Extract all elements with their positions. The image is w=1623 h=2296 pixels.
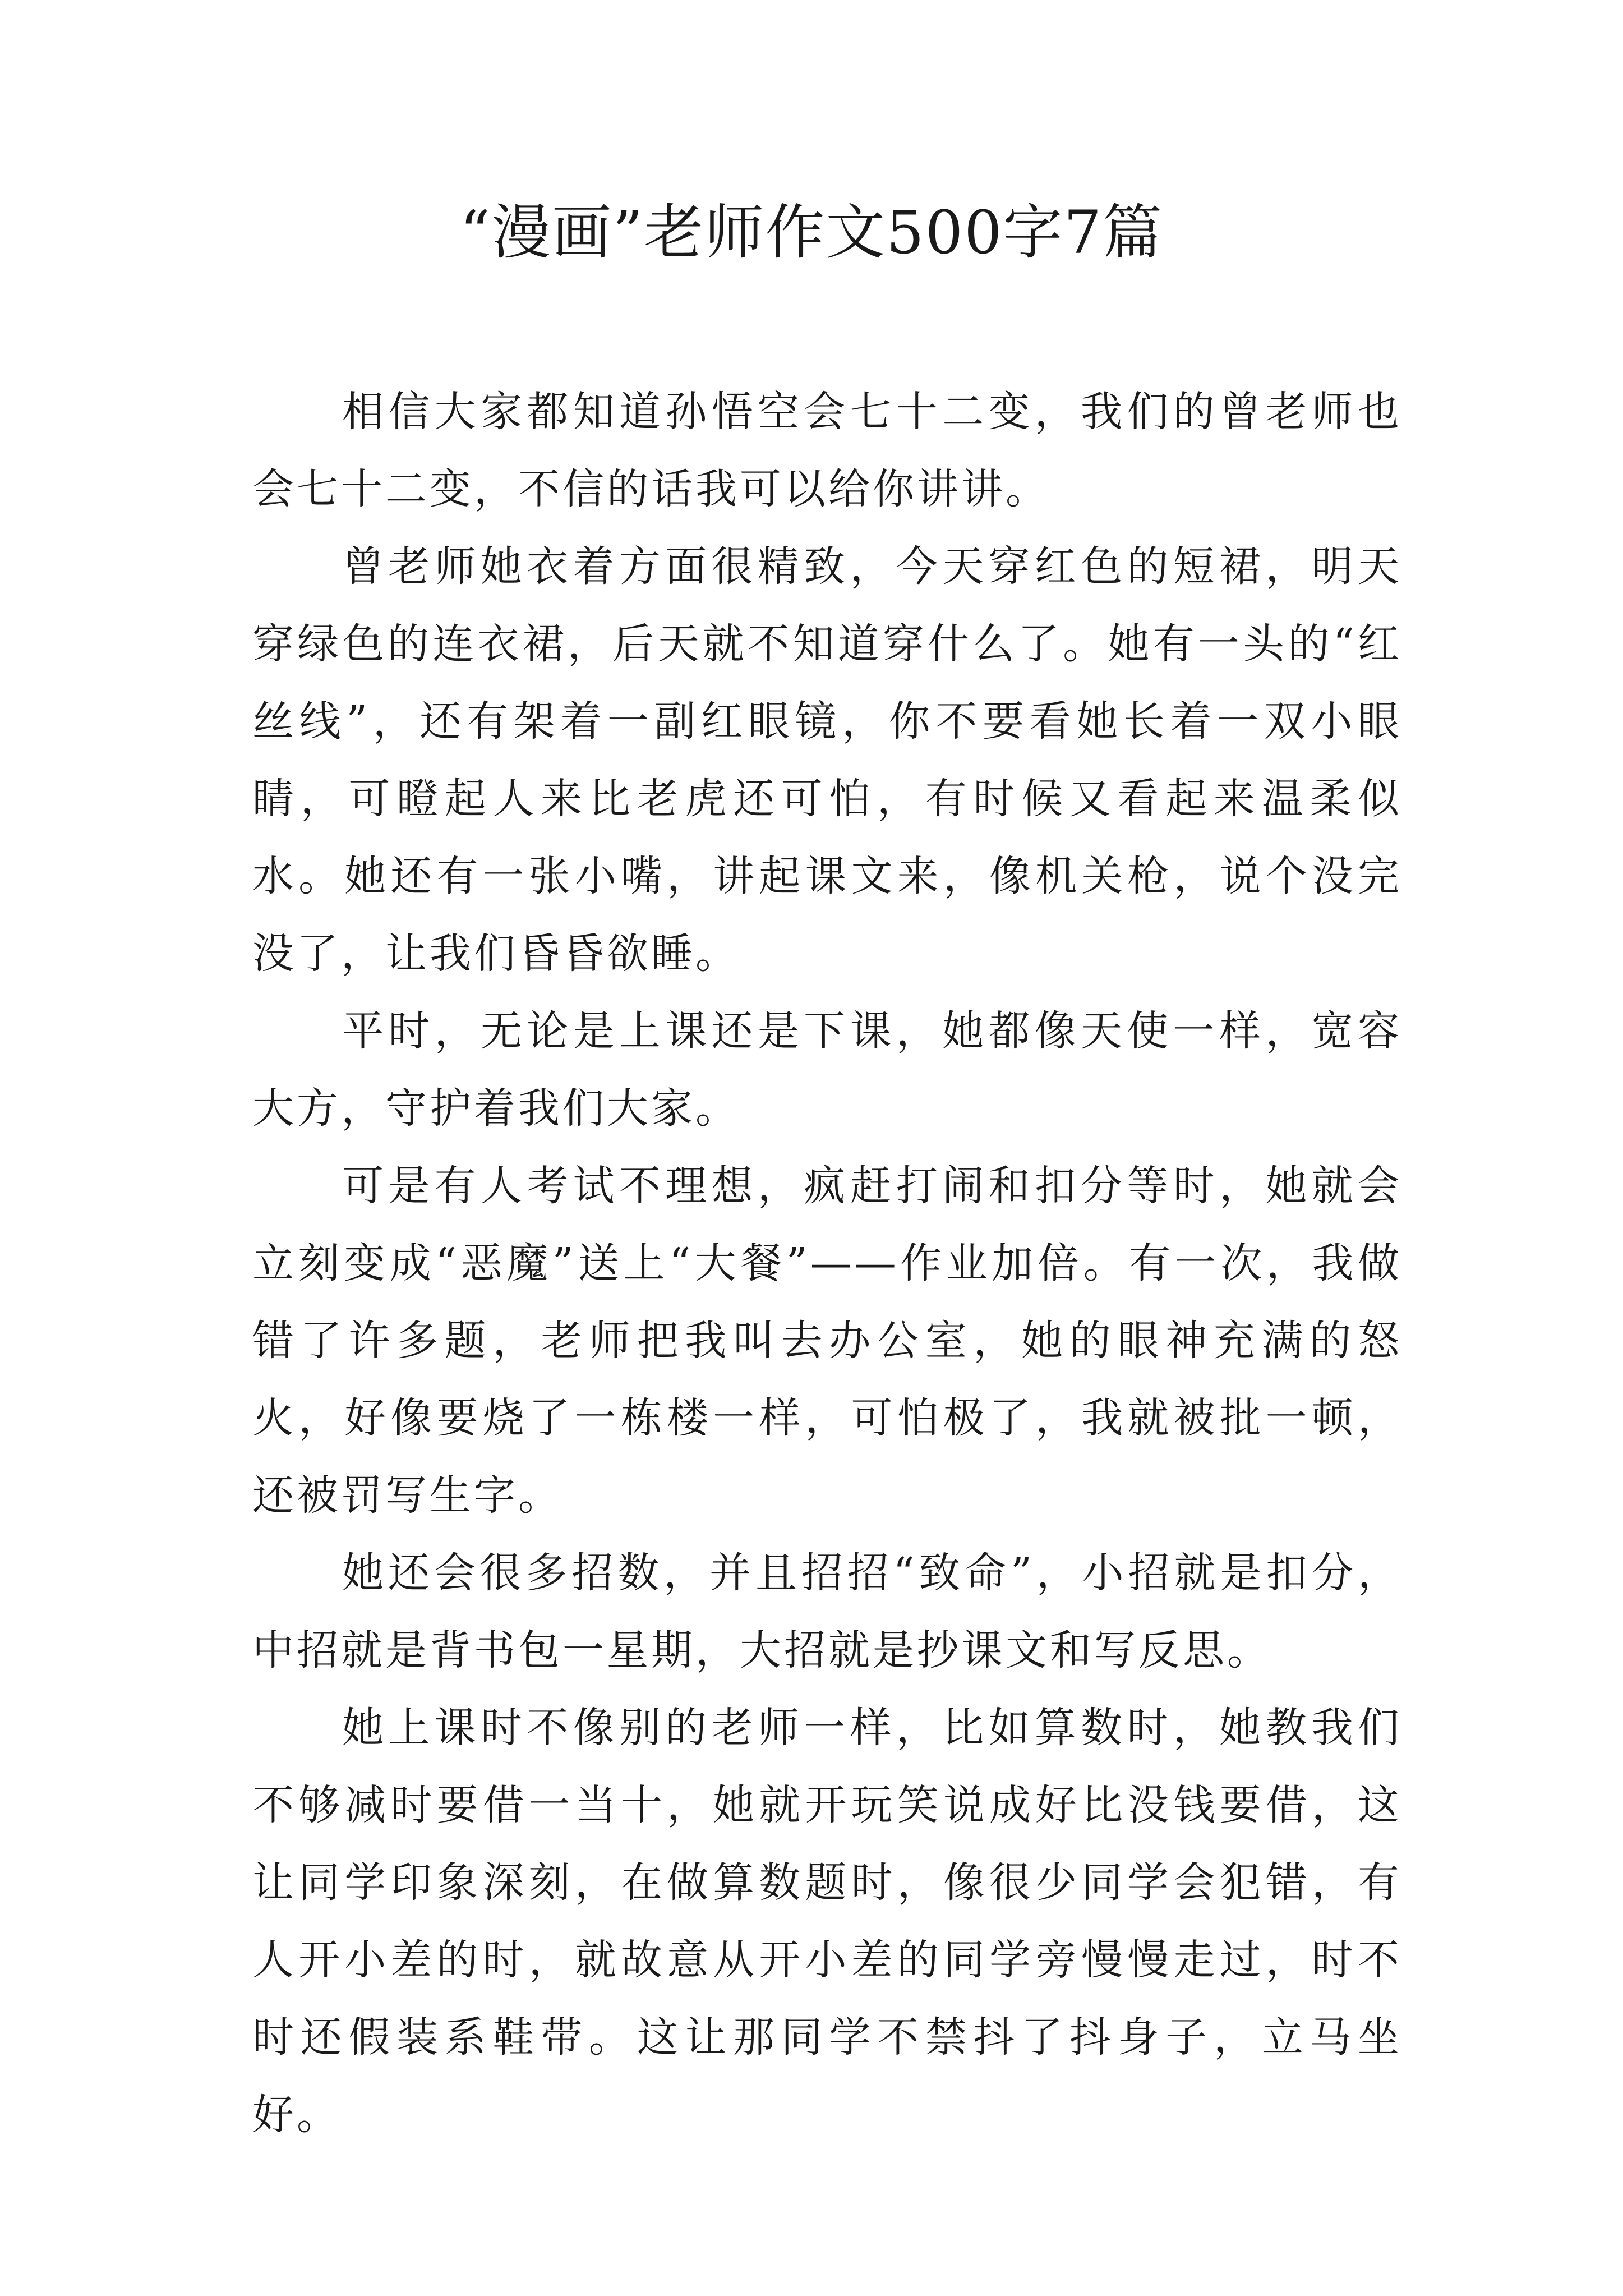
paragraph: 她还会很多招数，并且招招“致命”，小招就是扣分，中招就是背书包一星期，大招就是抄课文和写反思。 bbox=[252, 1549, 1402, 1674]
paragraph: 曾老师她衣着方面很精致，今天穿红色的短裙，明天穿绿色的连衣裙，后天就不知道穿什么了。她有一头的“红丝线”，还有架着一副红眼镜，你不要看她长着一双小眼睛，可瞪起人来比老虎还可怕，有时候又看起来温柔似水。她还有一张小嘴，讲起课文来，像机关枪，说个没完没了，让我们昏昏欲睡。 bbox=[252, 542, 1402, 978]
paragraph: 平时，无论是上课还是下课，她都像天使一样，宽容大方，守护着我们大家。 bbox=[252, 1007, 1402, 1133]
paragraph: 她上课时不像别的老师一样，比如算数时，她教我们不够减时要借一当十，她就开玩笑说成好比没钱要借，这让同学印象深刻，在做算数题时，像很少同学会犯错，有人开小差的时，就故意从开小差的同学旁慢慢走过，时不时还假装系鞋带。这让那同学不禁抖了抖身子，立马坐好。 bbox=[252, 1704, 1402, 2139]
document-title: “漫画”老师作文500字7篇 bbox=[459, 198, 1164, 267]
paragraph: 相信大家都知道孙悟空会七十二变，我们的曾老师也会七十二变，不信的话我可以给你讲讲。 bbox=[252, 388, 1402, 513]
document-body bbox=[252, 373, 1402, 2154]
paragraph: 可是有人考试不理想，疯赶打闹和扣分等时，她就会立刻变成“恶魔”送上“大餐”——作业加倍。有一次，我做错了许多题，老师把我叫去办公室，她的眼神充满的怒火，好像要烧了一栋楼一样，可怕极了，我就被批一顿，还被罚写生字。 bbox=[252, 1162, 1402, 1520]
